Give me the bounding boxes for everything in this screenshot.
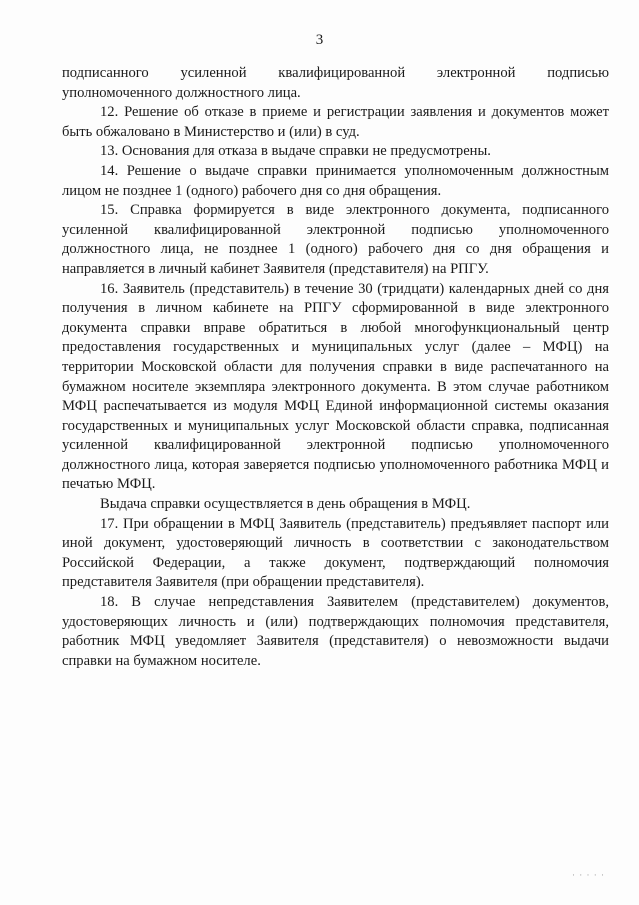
paragraph-15: 15. Справка формируется в виде электронного документа, подписанного усиленной квалифицированной электронной подписью уполномоченного должностного лица, не позднее 1 (одного) рабочего дня со дня обращения и направляется в личный кабинет Заявителя (представителя) на РПГУ. bbox=[62, 202, 609, 277]
paragraph-14: 14. Решение о выдаче справки принимается уполномоченным должностным лицом не позднее 1 (одного) рабочего дня со дня обращения. bbox=[62, 162, 609, 199]
paragraph-continuation: подписанного усиленной квалифицированной электронной подписью уполномоченного должностного лица. bbox=[62, 65, 609, 101]
page-number: 3 bbox=[315, 32, 324, 48]
paragraph-17: 17. При обращении в МФЦ Заявитель (представитель) предъявляет паспорт или иной документ, удостоверяющий личность в соответствии с законодательством Российской Федерации, а также документ, подтверждающий полномочия представителя Заявителя (при обращении представителя). bbox=[62, 515, 609, 591]
paragraph-16-note: Выдача справки осуществляется в день обращения в МФЦ. bbox=[100, 496, 471, 513]
scan-artifact: · · · · · bbox=[572, 870, 605, 880]
paragraph-13: 13. Основания для отказа в выдаче справки не предусмотрены. bbox=[100, 143, 491, 160]
document-body bbox=[62, 64, 609, 671]
paragraph-18: 18. В случае непредставления Заявителем (представителем) документов, удостоверяющих личность и (или) подтверждающих полномочия представителя, работник МФЦ уведомляет Заявителя (представителя) о невозможности выдачи справки на бумажном носителе. bbox=[62, 594, 609, 669]
paragraph-16: 16. Заявитель (представитель) в течение 30 (тридцати) календарных дней со дня получения в личном кабинете на РПГУ сформированной в виде электронного документа справки вправе обратиться в любой многофункциональный центр предоставления государственных и муниципальных услуг (далее – МФЦ) на территории Московской области для получения справки в виде распечатанного на бумажном носителе экземпляра электронного документа. В этом случае работником МФЦ распечатывается из модуля МФЦ Единой информационной системы оказания государственных и муниципальных услуг Московской области справка, подписанная усиленной квалифицированной электронной подписью уполномоченного должностного лица, которая заверяется подписью уполномоченного работника МФЦ и печатью МФЦ. bbox=[62, 280, 609, 493]
paragraph-12: 12. Решение об отказе в приеме и регистрации заявления и документов может быть обжаловано в Министерство и (или) в суд. bbox=[62, 104, 609, 140]
